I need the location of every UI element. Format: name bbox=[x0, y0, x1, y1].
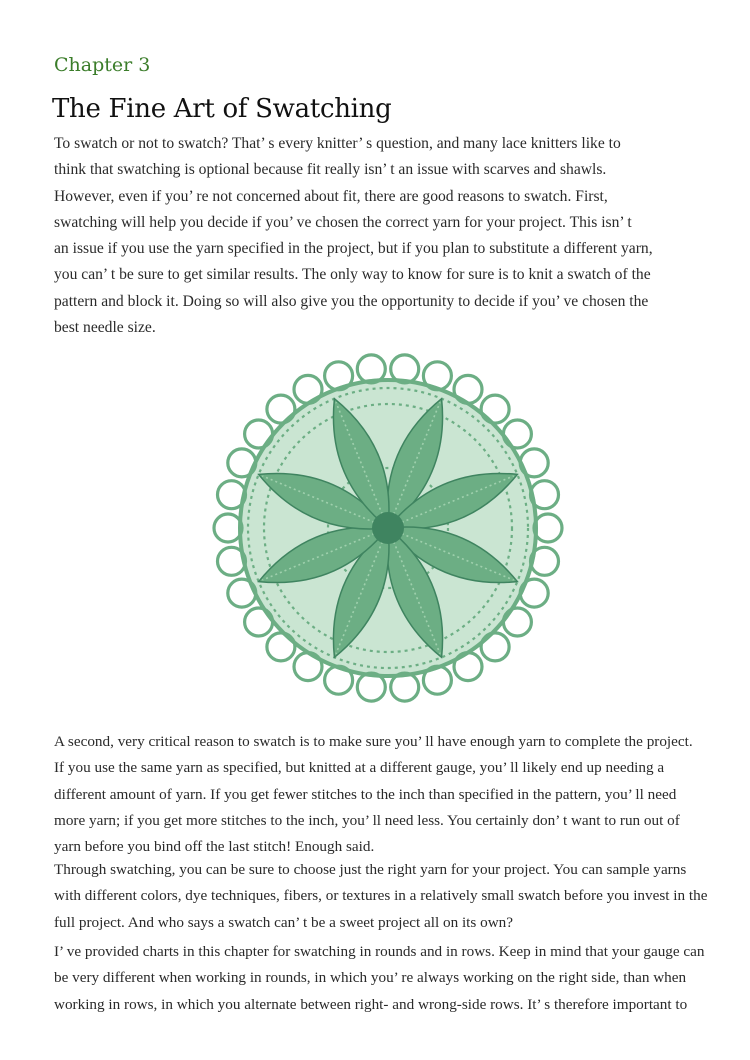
text-line: working in rows, in which you alternate between right- and wrong-side rows. It’ s therefore important to bbox=[54, 995, 688, 1013]
text-line: you can’ t be sure to get similar results. The only way to know for sure is to knit a swatch of the bbox=[54, 266, 651, 284]
picot-loop bbox=[534, 514, 562, 542]
chapter-label: Chapter 3 bbox=[54, 54, 151, 76]
page-title: The Fine Art of Swatching bbox=[52, 94, 392, 124]
text-line: swatching will help you decide if you’ ve chosen the correct yarn for your project. This isn’ t bbox=[54, 213, 632, 231]
text-line: different amount of yarn. If you get fewer stitches to the inch than specified in the pattern, you’ ll need bbox=[54, 785, 677, 803]
text-line: pattern and block it. Doing so will also give you the opportunity to decide if you’ ve chosen the bbox=[54, 292, 649, 310]
knitted-lace-doily-image bbox=[208, 352, 568, 704]
text-line: think that swatching is optional because fit really isn’ t an issue with scarves and shawls. bbox=[54, 161, 607, 179]
paragraph-yarn-amount bbox=[54, 729, 714, 860]
picot-loop bbox=[214, 514, 242, 542]
text-line: more yarn; if you get more stitches to the inch, you’ ll need less. You certainly don’ t want to run out of bbox=[54, 811, 680, 829]
text-line: If you use the same yarn as specified, but knitted at a different gauge, you’ ll likely end up needing a bbox=[54, 759, 665, 777]
paragraph-charts bbox=[54, 939, 714, 1018]
text-line: an issue if you use the yarn specified in the project, but if you plan to substitute a different yarn, bbox=[54, 240, 653, 258]
doily-center bbox=[372, 512, 404, 544]
text-line: However, even if you’ re not concerned about fit, there are good reasons to swatch. First, bbox=[54, 187, 608, 205]
text-line: I’ ve provided charts in this chapter for swatching in rounds and in rows. Keep in mind that your gauge can bbox=[54, 943, 705, 960]
text-line: be very different when working in rounds, in which you’ re always working on the right side, than when bbox=[54, 969, 687, 987]
text-line: Through swatching, you can be sure to choose just the right yarn for your project. You can sample yarns bbox=[54, 861, 687, 878]
text-line: with different colors, dye techniques, fibers, or textures in a relatively small swatch before you invest in the bbox=[54, 887, 708, 905]
paragraph-yarn-choice bbox=[54, 857, 714, 936]
text-line: yarn before you bind off the last stitch! Enough said. bbox=[54, 838, 375, 856]
text-line: To swatch or not to swatch? That’ s every knitter’ s question, and many lace knitters like to bbox=[54, 135, 621, 152]
text-line: full project. And who says a swatch can’ t be a sweet project all on its own? bbox=[54, 913, 514, 931]
text-line: best needle size. bbox=[54, 319, 156, 337]
paragraph-intro bbox=[54, 131, 714, 341]
text-line: A second, very critical reason to swatch is to make sure you’ ll have enough yarn to complete the project. bbox=[54, 733, 693, 750]
lace-doily-figure bbox=[208, 352, 568, 704]
